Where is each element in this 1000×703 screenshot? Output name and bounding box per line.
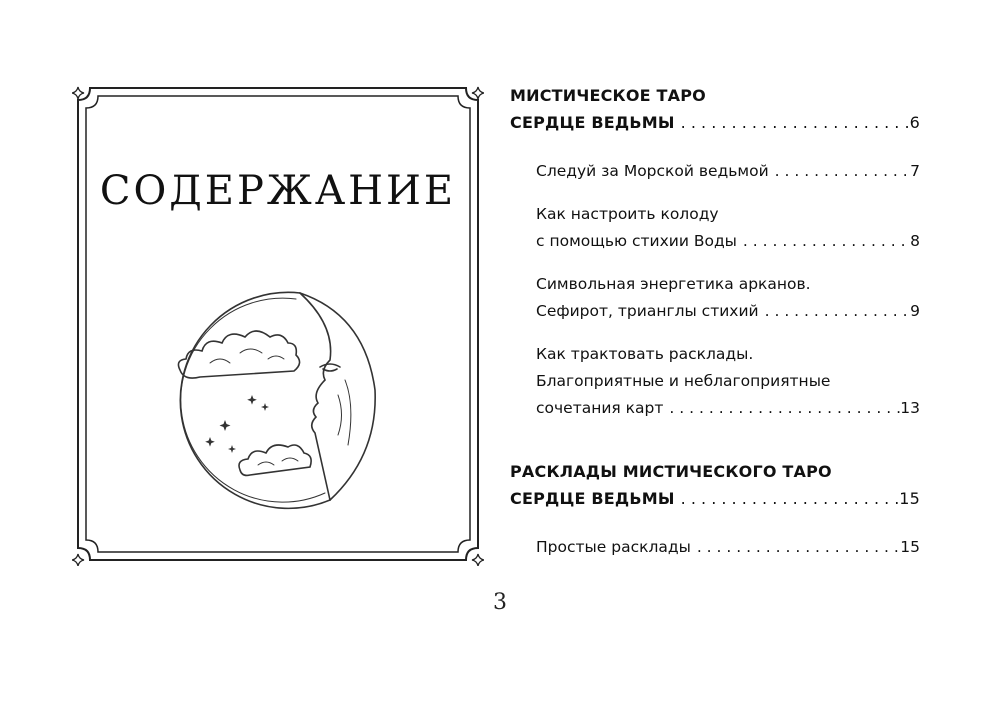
page-title: СОДЕРЖАНИЕ [99, 168, 457, 214]
page-number: 3 [493, 590, 507, 615]
toc-item-text: Благоприятные и неблагоприятные [536, 372, 831, 390]
toc-item-text: Как настроить колоду [536, 205, 719, 223]
toc-item-text: с помощью стихии Воды [536, 232, 737, 250]
toc-page-number: 9 [910, 302, 920, 320]
toc-page-number: 13 [900, 399, 920, 417]
toc-item[interactable] [510, 534, 920, 561]
toc-item-text: Простые расклады [536, 538, 691, 556]
toc-item-text: Следуй за Морской ведьмой [536, 162, 769, 180]
toc-item[interactable] [510, 158, 920, 185]
toc-section-title-line: СЕРДЦЕ ВЕДЬМЫ [510, 489, 675, 508]
toc-item[interactable] [510, 271, 920, 325]
leader-dots [675, 485, 900, 512]
toc-page-number: 6 [909, 113, 920, 132]
toc-item-text: Символьная энергетика арканов. [536, 275, 811, 293]
crescent-moon-illustration [170, 285, 390, 525]
toc-section-title-line: СЕРДЦЕ ВЕДЬМЫ [510, 113, 675, 132]
table-of-contents [510, 82, 920, 561]
toc-item-text: сочетания карт [536, 399, 664, 417]
leader-dots [691, 534, 900, 561]
moon-face-icon [170, 285, 390, 520]
leader-dots [737, 228, 910, 255]
toc-page-number: 15 [899, 489, 920, 508]
leader-dots [759, 298, 911, 325]
leader-dots [663, 395, 900, 422]
toc-section-title-line: МИСТИЧЕСКОЕ ТАРО [510, 86, 706, 105]
toc-item[interactable] [510, 201, 920, 255]
toc-section[interactable] [510, 458, 920, 512]
toc-item-text: Сефирот, трианглы стихий [536, 302, 759, 320]
toc-section-title-line: РАСКЛАДЫ МИСТИЧЕСКОГО ТАРО [510, 462, 832, 481]
leader-dots [769, 158, 910, 185]
toc-page-number: 7 [910, 162, 920, 180]
toc-item-text: Как трактовать расклады. [536, 345, 754, 363]
toc-section[interactable] [510, 82, 920, 136]
toc-page-number: 8 [910, 232, 920, 250]
leader-dots [675, 109, 910, 136]
toc-page-number: 15 [900, 538, 920, 556]
toc-item[interactable] [510, 341, 920, 422]
